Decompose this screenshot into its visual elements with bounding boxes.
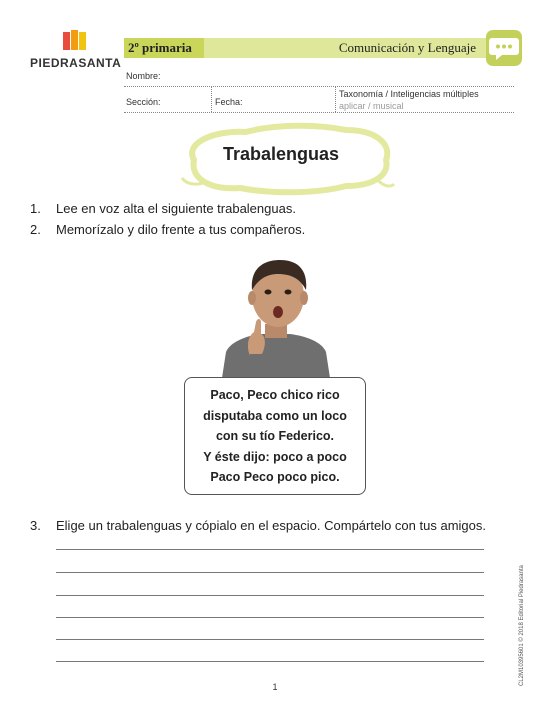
writing-line[interactable] [56,617,484,618]
nombre-label: Nombre: [126,71,161,81]
writing-line[interactable] [56,595,484,596]
divider [211,87,212,112]
seccion-line [124,112,514,113]
instruction-1: 1. Lee en voz alta el siguiente trabalenguas. [30,201,296,216]
copyright-side-text: CL2M10395601 © 2018 Editorial Piedrasanta [519,565,525,686]
writing-line[interactable] [56,549,484,550]
tongue-twister-box [184,377,366,495]
writing-line[interactable] [56,572,484,573]
logo-text: PIEDRASANTA [30,56,122,70]
taxonomia-label: Taxonomía / Inteligencias múltiples [339,89,479,99]
book-logo-icon [62,30,88,54]
taxonomia-value: aplicar / musical [339,101,404,111]
nombre-line [124,86,514,87]
boy-illustration-icon [220,256,330,378]
page-number: 1 [272,682,278,692]
poem-line: con su tío Federico. [215,429,335,443]
instruction-2: 2. Memorízalo y dilo frente a tus compañeros. [30,222,306,237]
poem-line: Paco Peco poco pico. [210,470,340,484]
poem-line: Paco, Peco chico rico [210,388,340,402]
divider [335,87,336,112]
poem-line: disputaba como un loco [203,408,347,423]
writing-line[interactable] [56,661,484,662]
writing-line[interactable] [56,639,484,640]
page-title: Trabalenguas [222,144,340,164]
seccion-label: Sección: [126,97,161,107]
subject-title: Comunicación y Lenguaje [338,40,476,55]
grade-label: 2º primaria [124,38,204,58]
poem-line: Y éste dijo: poco a poco [203,449,347,464]
instruction-3: 3. Elige un trabalenguas y cópialo en el espacio. Compártelo con tus amigos. [30,518,486,533]
chat-bubble-icon [486,30,522,66]
fecha-label: Fecha: [215,97,243,107]
publisher-logo [30,26,125,76]
